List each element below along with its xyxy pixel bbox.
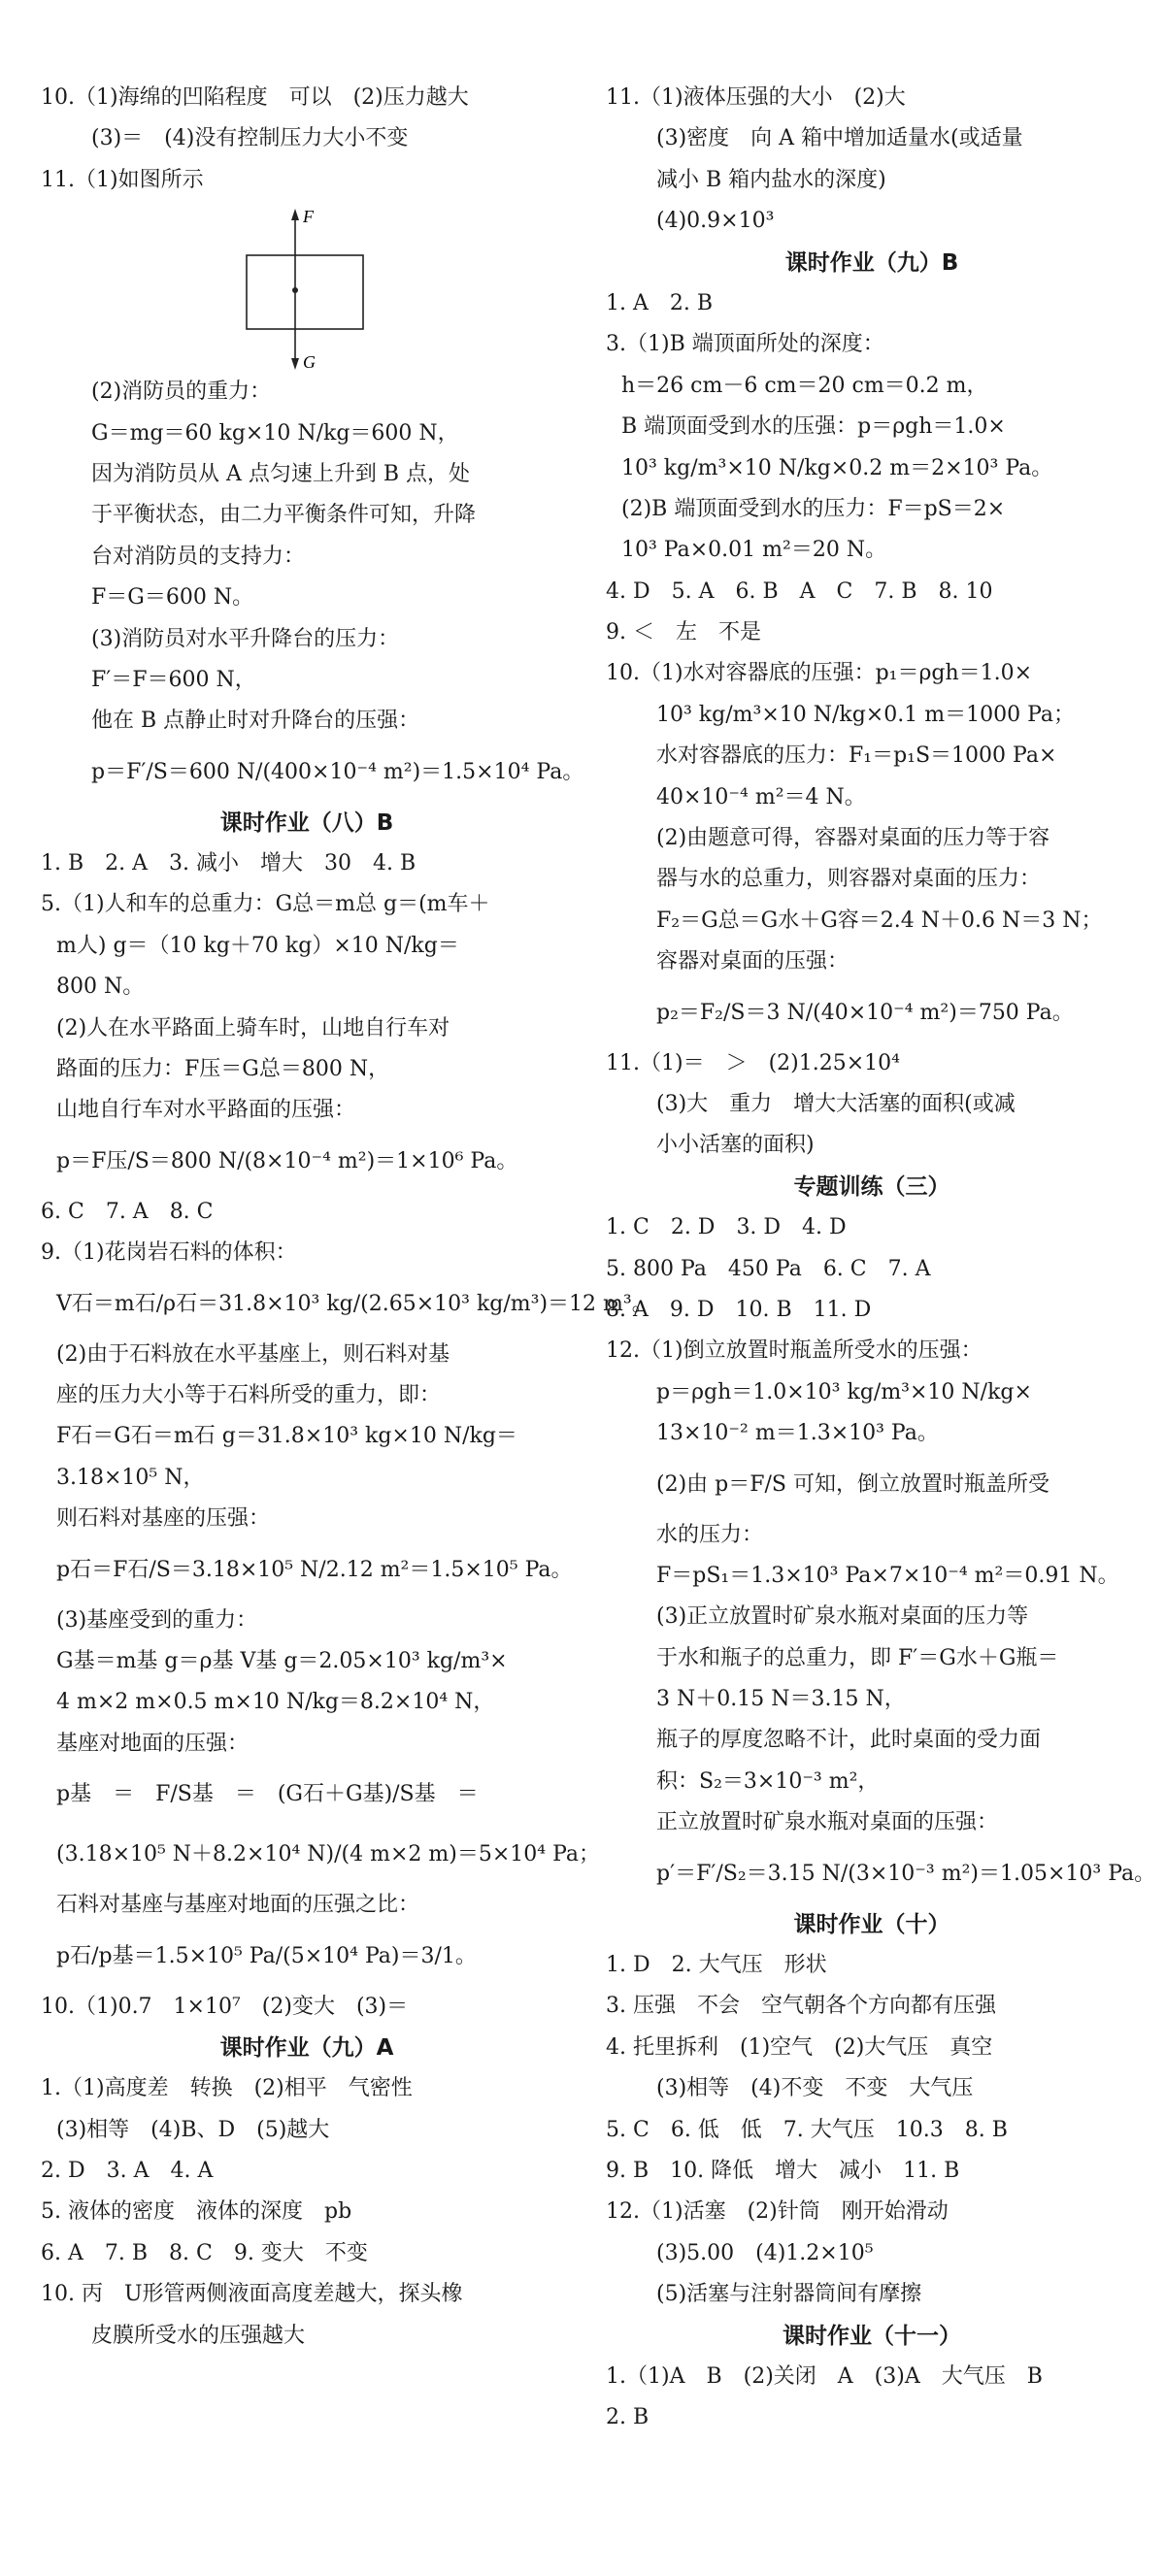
answer-line: 1. C 2. D 3. D 4. D (606, 1215, 847, 1240)
answer-line: 4 m×2 m×0.5 m×10 N/kg＝8.2×10⁴ N， (56, 1690, 495, 1715)
answer-line: 10³ Pa×0.01 m²＝20 N。 (621, 538, 887, 563)
answer-line: 减小 B 箱内盐水的深度) (656, 167, 886, 192)
answer-line: 800 N。 (56, 974, 145, 1000)
answer-line: (3)相等 (4)不变 不变 大气压 (656, 2076, 974, 2101)
answer-line: F′＝F＝600 N， (91, 667, 256, 692)
answer-line: (2)由 p＝F/S 可知，倒立放置时瓶盖所受 (656, 1471, 1049, 1497)
force-label-f: F (303, 207, 314, 227)
answer-line: 3. 压强 不会 空气朝各个方向都有压强 (606, 1994, 996, 2019)
answer-line: 基座对地面的压强： (56, 1731, 250, 1756)
answer-line: 5.（1)人和车的总重力：G总＝m总 g＝(m车＋ (41, 892, 490, 917)
answer-line: 10³ kg/m³×10 N/kg×0.2 m＝2×10³ Pa。 (621, 455, 1053, 480)
answer-line: 瓶子的厚度忽略不计，此时桌面的受力面 (656, 1728, 1042, 1753)
answer-line: 水对容器底的压力：F₁＝p₁S＝1000 Pa× (656, 743, 1057, 769)
answer-line: 12.（1)活塞 (2)针筒 刚开始滑动 (606, 2199, 949, 2225)
answer-line: F₂＝G总＝G水＋G容＝2.4 N＋0.6 N＝3 N； (656, 908, 1103, 933)
answer-line: p₂＝F₂/S＝3 N/(40×10⁻⁴ m²)＝750 Pa。 (656, 1000, 1074, 1025)
answer-line: V石＝m石/ρ石＝31.8×10³ kg/(2.65×10³ kg/m³)＝12 m³。 (56, 1291, 653, 1316)
answer-line: 山地自行车对水平路面的压强： (56, 1098, 356, 1123)
answer-line: 1.（1)A B (2)关闭 A (3)A 大气压 B (606, 2363, 1043, 2389)
section-heading: 课时作业（十） (793, 1911, 950, 1937)
answer-line: 9. ＜ 左 不是 (606, 620, 761, 645)
answer-line: 1. D 2. 大气压 形状 (606, 1953, 827, 1978)
answer-line: (3)5.00 (4)1.2×10⁵ (656, 2240, 874, 2265)
answer-line: 3 N＋0.15 N＝3.15 N， (656, 1687, 906, 1712)
answer-line: (3)正立放置时矿泉水瓶对桌面的压力等 (656, 1604, 1029, 1630)
answer-line: 皮膜所受水的压强越大 (91, 2323, 306, 2348)
answer-line: 13×10⁻² m＝1.3×10³ Pa。 (656, 1421, 939, 1446)
answer-line: 12.（1)倒立放置时瓶盖所受水的压强： (606, 1338, 983, 1364)
force-diagram (41, 201, 573, 372)
answer-line: (2)由于石料放在水平基座上，则石料对基 (56, 1341, 450, 1367)
answer-line: F＝pS₁＝1.3×10³ Pa×7×10⁻⁴ m²＝0.91 N。 (656, 1563, 1119, 1588)
answer-line: 11.（1)如图所示 (41, 167, 204, 192)
answer-line: (2)B 端顶面受到水的压力：F＝pS＝2× (621, 496, 1006, 521)
answer-line: (4)0.9×10³ (656, 209, 775, 234)
answer-line: (3)消防员对水平升降台的压力： (91, 626, 400, 651)
answer-line: (2)消防员的重力： (91, 380, 272, 405)
right-column (606, 78, 1156, 2439)
answer-line: (3.18×10⁵ N＋8.2×10⁴ N)/(4 m×2 m)＝5×10⁴ Pa； (56, 1842, 601, 1867)
answer-line: 10.（1)海绵的凹陷程度 可以 (2)压力越大 (41, 85, 469, 110)
answer-line: F石＝G石＝m石 g＝31.8×10³ kg×10 N/kg＝ (56, 1424, 517, 1449)
answer-line: 10. 丙 U形管两侧液面高度差越大，探头橡 (41, 2282, 463, 2307)
force-label-g: G (303, 352, 316, 373)
answer-line: (3)相等 (4)B、D (5)越大 (56, 2117, 330, 2142)
answer-line: (3)大 重力 增大大活塞的面积(或减 (656, 1091, 1016, 1116)
answer-line: 6. C 7. A 8. C (41, 1199, 214, 1224)
answer-line: p＝F′/S＝600 N/(400×10⁻⁴ m²)＝1.5×10⁴ Pa。 (91, 759, 584, 784)
answer-line: 4. D 5. A 6. B A C 7. B 8. 10 (606, 578, 993, 604)
answer-line: h＝26 cm－6 cm＝20 cm＝0.2 m， (621, 373, 988, 398)
answer-line: p石/p基＝1.5×10⁵ Pa/(5×10⁴ Pa)＝3/1。 (56, 1943, 477, 1968)
answer-line: (2)人在水平路面上骑车时，山地自行车对 (56, 1015, 450, 1040)
answer-line: 10.（1)水对容器底的压强：p₁＝ρgh＝1.0× (606, 661, 1033, 686)
answer-line: 3.18×10⁵ N， (56, 1465, 205, 1490)
answer-line: 4. 托里拆利 (1)空气 (2)大气压 真空 (606, 2034, 993, 2060)
answer-line: 座的压力大小等于石料所受的重力，即： (56, 1382, 442, 1407)
section-heading: 课时作业（十一） (783, 2323, 961, 2349)
answer-line: 他在 B 点静止时对升降台的压强： (91, 709, 420, 734)
answer-line: p＝ρgh＝1.0×10³ kg/m³×10 N/kg× (656, 1379, 1032, 1404)
answer-line: 器与水的总重力，则容器对桌面的压力： (656, 867, 1042, 892)
section-heading: 课时作业（八）B (219, 809, 394, 836)
answer-line: B 端顶面受到水的压强：p＝ρgh＝1.0× (621, 414, 1006, 440)
answer-line: G基＝m基 g＝ρ基 V基 g＝2.05×10³ kg/m³× (56, 1648, 508, 1673)
answer-line: (2)由题意可得，容器对桌面的压力等于容 (656, 826, 1050, 851)
answer-line: 1. B 2. A 3. 减小 增大 30 4. B (41, 851, 416, 876)
answer-line: 2. D 3. A 4. A (41, 2159, 214, 2184)
answer-line: 11.（1)液体压强的大小 (2)大 (606, 85, 906, 110)
answer-line: 1.（1)高度差 转换 (2)相平 气密性 (41, 2076, 413, 2101)
answer-line: 10.（1)0.7 1×10⁷ (2)变大 (3)＝ (41, 1994, 409, 2019)
answer-line: 6. A 7. B 8. C 9. 变大 不变 (41, 2240, 368, 2265)
section-heading: 课时作业（九）A (219, 2034, 394, 2061)
answer-line: m人) g＝（10 kg＋70 kg）×10 N/kg＝ (56, 933, 459, 958)
section-heading: 课时作业（九）B (784, 249, 959, 276)
answer-line: 3.（1)B 端顶面所处的深度： (606, 332, 884, 357)
answer-line: 于平衡状态，由二力平衡条件可知，升降 (91, 503, 477, 528)
answer-line: 11.（1)＝ ＞ (2)1.25×10⁴ (606, 1050, 900, 1075)
answer-line: (3)基座受到的重力： (56, 1607, 258, 1633)
answer-line: 容器对桌面的压强： (656, 949, 850, 974)
answer-line: 积：S₂＝3×10⁻³ m²， (656, 1768, 880, 1794)
answer-line: 水的压力： (656, 1522, 764, 1547)
answer-line: 8. A 9. D 10. B 11. D (606, 1297, 872, 1322)
answer-line: 5. C 6. 低 低 7. 大气压 10.3 8. B (606, 2117, 1008, 2142)
answer-line: G＝mg＝60 kg×10 N/kg＝600 N， (91, 420, 459, 446)
answer-line: 2. B (606, 2405, 650, 2430)
answer-line: 于水和瓶子的总重力，即 F′＝G水＋G瓶＝ (656, 1645, 1059, 1670)
answer-line: (3)密度 向 A 箱中增加适量水(或适量 (656, 126, 1023, 151)
answer-line: 小小活塞的面积) (656, 1133, 815, 1158)
answer-line: 5. 液体的密度 液体的深度 pb (41, 2199, 352, 2225)
answer-line: F＝G＝600 N。 (91, 585, 254, 611)
answer-line: 石料对基座与基座对地面的压强之比： (56, 1893, 420, 1918)
section-heading: 专题训练（三） (793, 1173, 950, 1200)
answer-line: 5. 800 Pa 450 Pa 6. C 7. A (606, 1256, 931, 1281)
answer-line: (5)活塞与注射器筒间有摩擦 (656, 2282, 922, 2307)
left-column (41, 78, 653, 2357)
answer-line: 40×10⁻⁴ m²＝4 N。 (656, 784, 866, 809)
answer-line: 则石料对基座的压强： (56, 1506, 271, 1532)
answer-line: 台对消防员的支持力： (91, 544, 306, 569)
answer-line: 路面的压力：F压＝G总＝800 N， (56, 1057, 390, 1082)
answer-line: (3)＝ (4)没有控制压力大小不变 (91, 126, 409, 151)
answer-line: p′＝F′/S₂＝3.15 N/(3×10⁻³ m²)＝1.05×10³ Pa。 (656, 1861, 1156, 1886)
answer-line: 10³ kg/m³×10 N/kg×0.1 m＝1000 Pa； (656, 702, 1075, 727)
answer-line: 9. B 10. 降低 增大 减小 11. B (606, 2158, 960, 2183)
answer-line: 因为消防员从 A 点匀速上升到 B 点，处 (91, 461, 471, 486)
answer-line: 正立放置时矿泉水瓶对桌面的压强： (656, 1810, 999, 1835)
answer-line: 1. A 2. B (606, 290, 714, 315)
answer-line: p＝F压/S＝800 N/(8×10⁻⁴ m²)＝1×10⁶ Pa。 (56, 1148, 518, 1173)
answer-line: p石＝F石/S＝3.18×10⁵ N/2.12 m²＝1.5×10⁵ Pa。 (56, 1557, 573, 1582)
answer-line: p基 ＝ F/S基 ＝ (G石＋G基)/S基 ＝ (56, 1782, 479, 1807)
answer-line: 9.（1)花岗岩石料的体积： (41, 1240, 297, 1266)
